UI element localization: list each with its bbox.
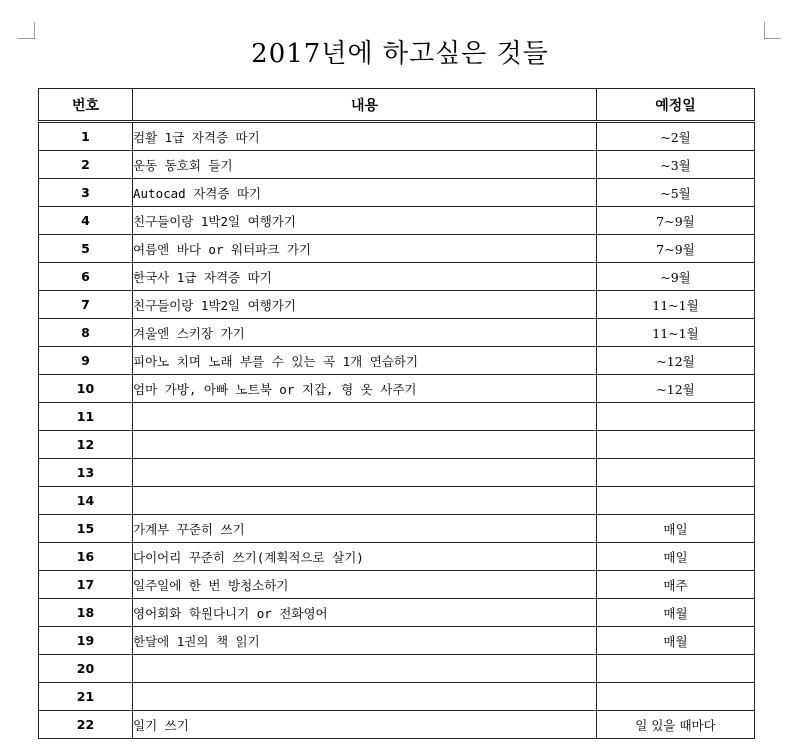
row-number-cell[interactable]: 1 xyxy=(39,122,133,151)
row-date-cell[interactable] xyxy=(597,431,755,459)
row-number-cell[interactable]: 14 xyxy=(39,487,133,515)
row-content-cell[interactable] xyxy=(133,683,597,711)
table-row xyxy=(39,459,755,487)
row-content-cell[interactable]: Autocad 자격증 따기 xyxy=(133,179,597,207)
row-date-cell[interactable] xyxy=(597,487,755,515)
table-row xyxy=(39,319,755,347)
row-number-cell[interactable]: 6 xyxy=(39,263,133,291)
row-content-cell[interactable]: 다이어리 꾸준히 쓰기(계획적으로 살기) xyxy=(133,543,597,571)
row-content-cell[interactable]: 친구들이랑 1박2일 여행가기 xyxy=(133,291,597,319)
row-number-cell[interactable]: 12 xyxy=(39,431,133,459)
row-content-cell[interactable] xyxy=(133,655,597,683)
table-row xyxy=(39,347,755,375)
plan-table xyxy=(38,88,755,739)
row-date-cell[interactable]: ~3월 xyxy=(597,151,755,179)
row-date-cell[interactable] xyxy=(597,655,755,683)
row-date-cell[interactable]: ~12월 xyxy=(597,375,755,403)
row-date-cell[interactable]: ~9월 xyxy=(597,263,755,291)
row-content-cell[interactable]: 여름엔 바다 or 워터파크 가기 xyxy=(133,235,597,263)
header-number[interactable]: 번호 xyxy=(39,89,133,122)
table-row xyxy=(39,487,755,515)
row-content-cell[interactable]: 일주일에 한 번 방청소하기 xyxy=(133,571,597,599)
table-row xyxy=(39,263,755,291)
table-row xyxy=(39,151,755,179)
row-date-cell[interactable]: ~2월 xyxy=(597,122,755,151)
row-content-cell[interactable]: 겨울엔 스키장 가기 xyxy=(133,319,597,347)
header-date[interactable]: 예정일 xyxy=(597,89,755,122)
row-date-cell[interactable]: 11~1월 xyxy=(597,319,755,347)
row-number-cell[interactable]: 2 xyxy=(39,151,133,179)
table-row xyxy=(39,683,755,711)
row-date-cell[interactable]: 매일 xyxy=(597,515,755,543)
row-date-cell[interactable] xyxy=(597,459,755,487)
row-content-cell[interactable]: 친구들이랑 1박2일 여행가기 xyxy=(133,207,597,235)
header-content[interactable]: 내용 xyxy=(133,89,597,122)
row-number-cell[interactable]: 3 xyxy=(39,179,133,207)
row-number-cell[interactable]: 16 xyxy=(39,543,133,571)
table-row xyxy=(39,515,755,543)
row-number-cell[interactable]: 21 xyxy=(39,683,133,711)
row-date-cell[interactable]: 매일 xyxy=(597,543,755,571)
row-content-cell[interactable]: 피아노 치며 노래 부를 수 있는 곡 1개 연습하기 xyxy=(133,347,597,375)
row-number-cell[interactable]: 17 xyxy=(39,571,133,599)
row-number-cell[interactable]: 5 xyxy=(39,235,133,263)
row-number-cell[interactable]: 20 xyxy=(39,655,133,683)
row-content-cell[interactable]: 엄마 가방, 아빠 노트북 or 지갑, 형 옷 사주기 xyxy=(133,375,597,403)
row-content-cell[interactable]: 일기 쓰기 xyxy=(133,711,597,739)
row-number-cell[interactable]: 7 xyxy=(39,291,133,319)
row-number-cell[interactable]: 4 xyxy=(39,207,133,235)
row-date-cell[interactable]: 매월 xyxy=(597,627,755,655)
table-row xyxy=(39,403,755,431)
row-number-cell[interactable]: 10 xyxy=(39,375,133,403)
row-content-cell[interactable]: 한국사 1급 자격증 따기 xyxy=(133,263,597,291)
row-number-cell[interactable]: 15 xyxy=(39,515,133,543)
row-content-cell[interactable]: 영어회화 학원다니기 or 전화영어 xyxy=(133,599,597,627)
row-number-cell[interactable]: 18 xyxy=(39,599,133,627)
row-date-cell[interactable]: 매주 xyxy=(597,571,755,599)
document-title[interactable]: 2017년에 하고싶은 것들 xyxy=(251,39,549,69)
table-row xyxy=(39,375,755,403)
row-content-cell[interactable]: 가계부 꾸준히 쓰기 xyxy=(133,515,597,543)
row-content-cell[interactable] xyxy=(133,403,597,431)
row-content-cell[interactable] xyxy=(133,431,597,459)
row-number-cell[interactable]: 8 xyxy=(39,319,133,347)
table-row xyxy=(39,207,755,235)
table-row xyxy=(39,627,755,655)
row-date-cell[interactable]: ~12월 xyxy=(597,347,755,375)
table-body xyxy=(39,122,755,739)
row-number-cell[interactable]: 9 xyxy=(39,347,133,375)
row-content-cell[interactable]: 한달에 1권의 책 읽기 xyxy=(133,627,597,655)
row-date-cell[interactable]: 7~9월 xyxy=(597,235,755,263)
table-row xyxy=(39,599,755,627)
table-row xyxy=(39,235,755,263)
row-date-cell[interactable]: 11~1월 xyxy=(597,291,755,319)
table-row xyxy=(39,291,755,319)
table-row xyxy=(39,655,755,683)
row-number-cell[interactable]: 19 xyxy=(39,627,133,655)
row-content-cell[interactable]: 운동 동호회 들기 xyxy=(133,151,597,179)
row-date-cell[interactable]: 매월 xyxy=(597,599,755,627)
table-row xyxy=(39,711,755,739)
table-row xyxy=(39,571,755,599)
row-date-cell[interactable] xyxy=(597,683,755,711)
table-row xyxy=(39,543,755,571)
table-header-row xyxy=(39,89,755,122)
row-date-cell[interactable]: ~5월 xyxy=(597,179,755,207)
row-content-cell[interactable] xyxy=(133,459,597,487)
row-number-cell[interactable]: 11 xyxy=(39,403,133,431)
row-content-cell[interactable]: 컴활 1급 자격증 따기 xyxy=(133,122,597,151)
row-content-cell[interactable] xyxy=(133,487,597,515)
row-number-cell[interactable]: 13 xyxy=(39,459,133,487)
row-date-cell[interactable]: 일 있을 때마다 xyxy=(597,711,755,739)
table-row xyxy=(39,431,755,459)
table-row xyxy=(39,179,755,207)
row-date-cell[interactable] xyxy=(597,403,755,431)
table-row xyxy=(39,122,755,151)
row-number-cell[interactable]: 22 xyxy=(39,711,133,739)
row-date-cell[interactable]: 7~9월 xyxy=(597,207,755,235)
